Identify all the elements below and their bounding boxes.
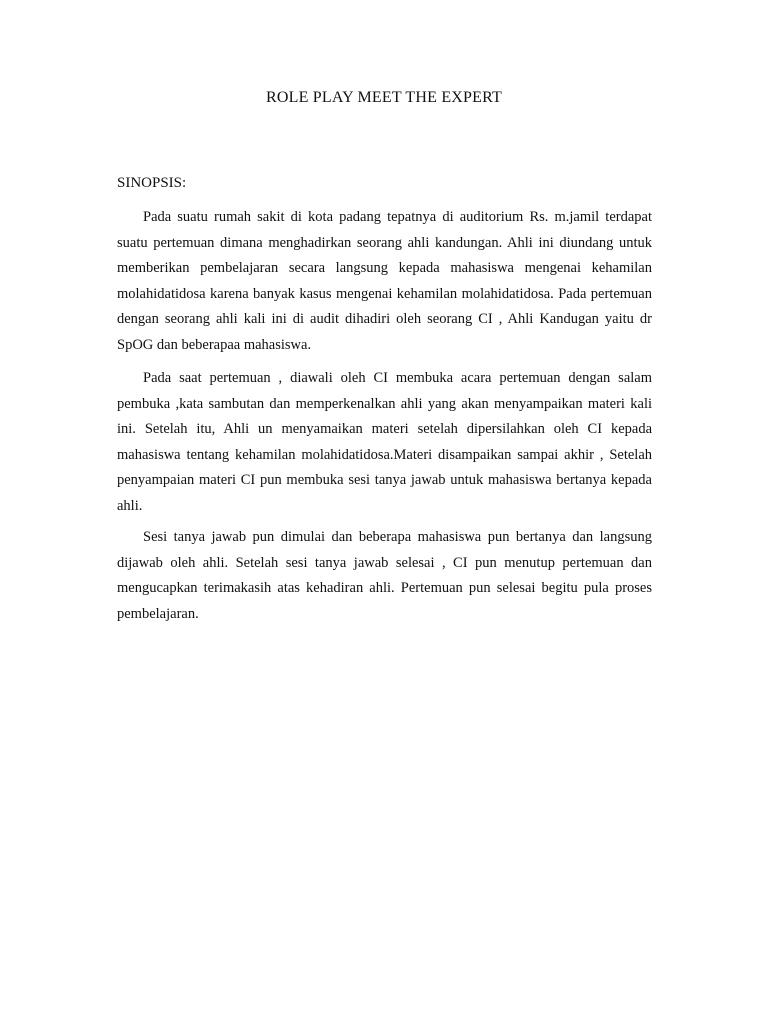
section-heading: SINOPSIS: — [117, 175, 187, 191]
paragraph-1: Pada suatu rumah sakit di kota padang tepatnya di auditorium Rs. m.jamil terdapat suatu pertemuan dimana menghadirkan seorang ahli kandungan. Ahli ini diundang untuk memberikan pembelajaran secara langsung kepada mahasiswa mengenai kehamilan molahidatidosa karena banyak kasus mengenai kehamilan molahidatidosa. Pada pertemuan dengan seorang ahli kali ini di audit dihadiri oleh seorang CI , Ahli Kandugan yaitu dr SpOG dan beberapaa mahasiswa. — [117, 209, 652, 353]
paragraph-3: Sesi tanya jawab pun dimulai dan beberapa mahasiswa pun bertanya dan langsung dijawab oleh ahli. Setelah sesi tanya jawab selesai , CI pun menutup pertemuan dan mengucapkan terimakasih atas kehadiran ahli. Pertemuan pun selesai begitu pula proses pembelajaran. — [117, 529, 652, 622]
paragraph-2: Pada saat pertemuan , diawali oleh CI membuka acara pertemuan dengan salam pembuka ,kata sambutan dan memperkenalkan ahli yang akan menyampaikan materi kali ini. Setelah itu, Ahli un menyamaikan materi setelah dipersilahkan oleh CI kepada mahasiswa tentang kehamilan molahidatidosa.Materi disampaikan sampai akhir , Setelah penyampaian materi CI pun membuka sesi tanya jawab untuk mahasiswa bertanya kepada ahli. — [117, 370, 652, 514]
document-title: ROLE PLAY MEET THE EXPERT — [265, 89, 503, 106]
